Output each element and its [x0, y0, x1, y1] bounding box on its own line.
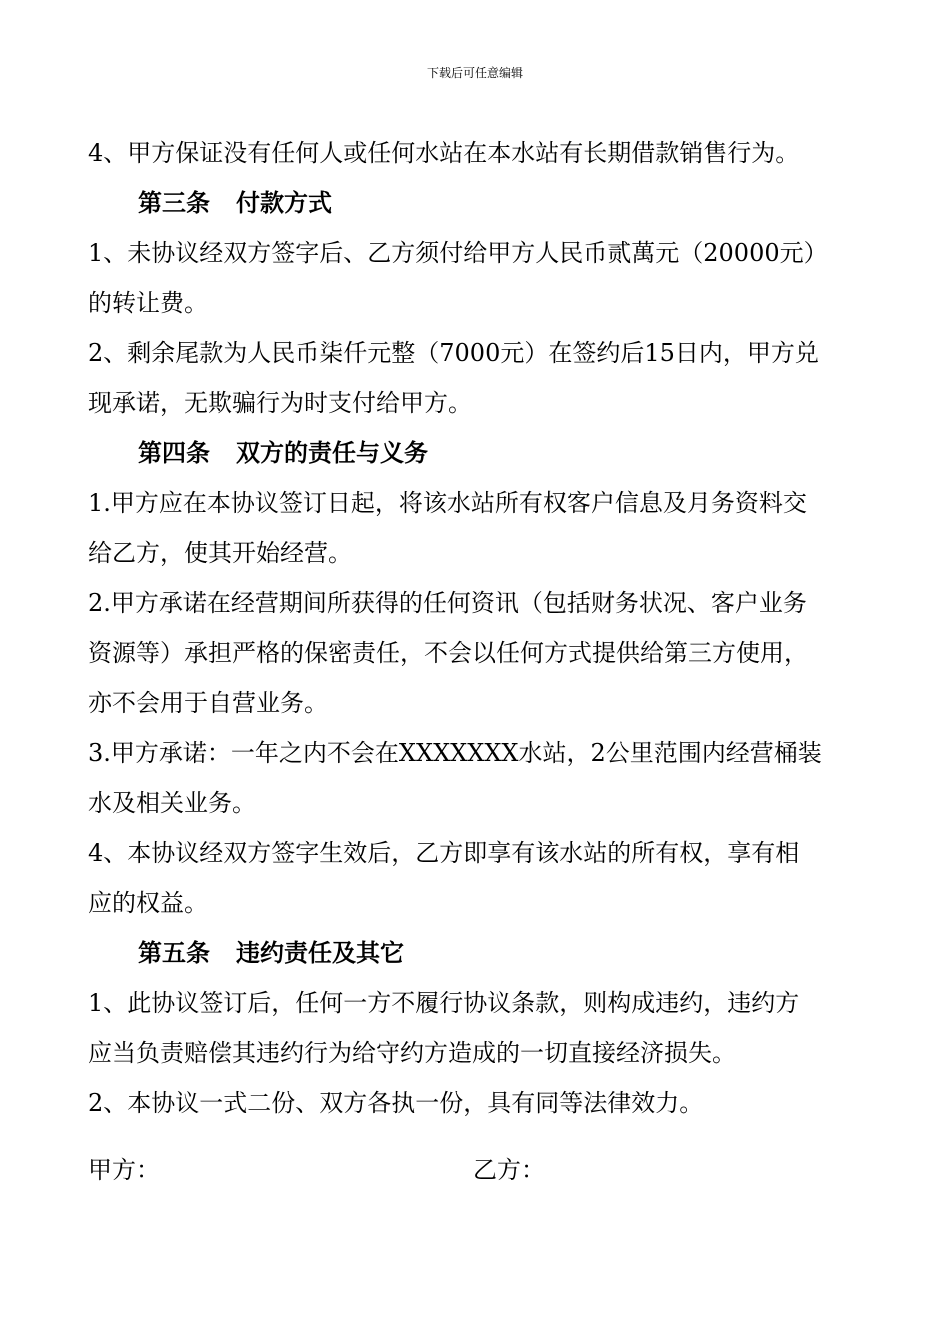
paragraph-line: 亦不会用于自营业务。 — [88, 689, 328, 717]
paragraph-line: 1、此协议签订后，任何一方不履行协议条款，则构成违约，违约方 — [88, 989, 800, 1017]
paragraph-line: 2、剩余尾款为人民币柒仟元整（7000元）在签约后15日内，甲方兑 — [88, 339, 819, 367]
article-number: 第五条 — [138, 938, 210, 967]
paragraph-line: 2.甲方承诺在经营期间所获得的任何资讯（包括财务状况、客户业务 — [88, 589, 807, 617]
paragraph-line: 的转让费。 — [88, 289, 208, 317]
paragraph-line: 1、未协议经双方签字后、乙方须付给甲方人民币贰萬元（20000元） — [88, 239, 828, 267]
paragraph-line: 水及相关业务。 — [88, 789, 256, 817]
article-heading — [88, 928, 858, 978]
article-number: 第三条 — [138, 188, 210, 217]
paragraph-line: 4、本协议经双方签字生效后，乙方即享有该水站的所有权，享有相 — [88, 839, 800, 867]
paragraph-line: 应的权益。 — [88, 889, 208, 917]
page-header-note: 下载后可任意编辑 — [426, 66, 523, 80]
party-b-signature-label: 乙方： — [473, 1156, 545, 1184]
article-title: 违约责任及其它 — [236, 938, 404, 967]
paragraph-line: 给乙方，使其开始经营。 — [88, 539, 352, 567]
signature-row — [88, 1145, 858, 1195]
party-a-signature-label: 甲方： — [88, 1156, 160, 1184]
article-title: 付款方式 — [236, 188, 332, 217]
paragraph-line: 现承诺，无欺骗行为时支付给甲方。 — [88, 389, 472, 417]
paragraph-line: 2、本协议一式二份、双方各执一份，具有同等法律效力。 — [88, 1089, 704, 1117]
article-heading — [88, 178, 858, 228]
paragraph-line: 应当负责赔偿其违约行为给守约方造成的一切直接经济损失。 — [88, 1039, 736, 1067]
document-body — [88, 128, 858, 1128]
article-number: 第四条 — [138, 438, 210, 467]
paragraph-line: 4、甲方保证没有任何人或任何水站在本水站有长期借款销售行为。 — [88, 139, 800, 167]
article-title: 双方的责任与义务 — [236, 438, 428, 467]
paragraph-line: 1.甲方应在本协议签订日起，将该水站所有权客户信息及月务资料交 — [88, 489, 807, 517]
paragraph-line: 资源等）承担严格的保密责任，不会以任何方式提供给第三方使用， — [88, 639, 808, 667]
article-heading — [88, 428, 858, 478]
paragraph-line: 3.甲方承诺：一年之内不会在XXXXXXX水站，2公里范围内经营桶装 — [88, 739, 822, 767]
